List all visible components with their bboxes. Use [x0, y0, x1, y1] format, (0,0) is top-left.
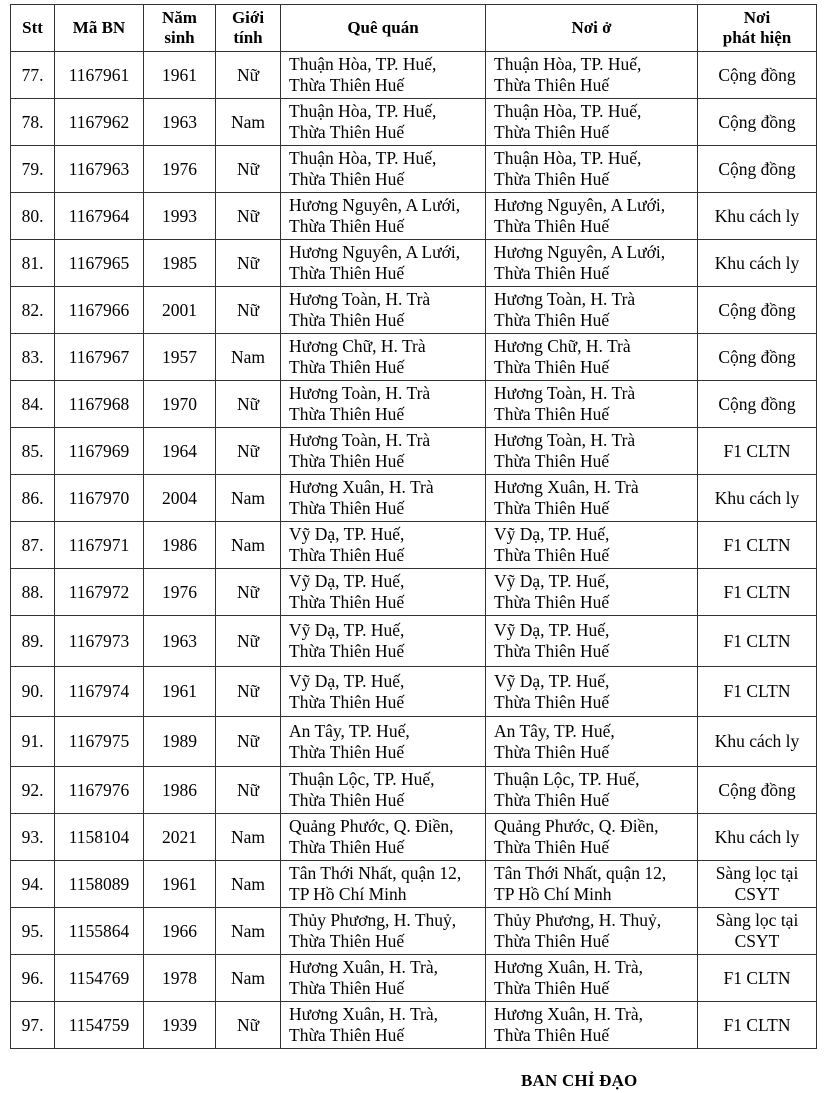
cell-nam-sinh: 2004 [144, 475, 216, 522]
cell-noi-o [486, 381, 698, 428]
header-stt: Stt [11, 5, 55, 52]
table-row [11, 814, 817, 861]
cell-noi-phat-hien [698, 522, 817, 569]
cell-stt: 92. [11, 767, 55, 814]
cell-que-quan [281, 287, 486, 334]
cell-stt: 94. [11, 861, 55, 908]
cell-noi-o [486, 287, 698, 334]
cell-que-quan [281, 146, 486, 193]
cell-noi-phat-hien-line: Cộng đồng [718, 393, 796, 414]
cell-noi-phat-hien-line: F1 CLTN [723, 440, 791, 461]
cell-que-quan [281, 717, 486, 767]
cell-noi-phat-hien [698, 475, 817, 522]
header-ma-bn: Mã BN [55, 5, 144, 52]
cell-noi-o [486, 52, 698, 99]
cell-noi-phat-hien [698, 861, 817, 908]
cell-noi-phat-hien-line: Cộng đồng [718, 299, 796, 320]
cell-que-quan-line: Thừa Thiên Huế [289, 545, 405, 565]
cell-noi-phat-hien-line: Sàng lọc tại [715, 863, 799, 883]
cell-noi-o-line: Thuận Hòa, TP. Huế, [494, 54, 642, 74]
cell-que-quan-line: Thuận Hòa, TP. Huế, [289, 54, 437, 74]
cell-nam-sinh: 1976 [144, 146, 216, 193]
cell-gioi-tinh: Nữ [216, 616, 281, 667]
table-row [11, 381, 817, 428]
cell-gioi-tinh: Nữ [216, 52, 281, 99]
cell-que-quan-line: Thừa Thiên Huế [289, 837, 405, 857]
cell-noi-o [486, 475, 698, 522]
cell-que-quan-line: Vỹ Dạ, TP. Huế, [289, 571, 405, 591]
cell-noi-phat-hien [698, 240, 817, 287]
table-row [11, 717, 817, 767]
cell-noi-o [486, 569, 698, 616]
cell-que-quan-line: TP Hồ Chí Minh [289, 884, 407, 904]
cell-que-quan-line: Thuận Lộc, TP. Huế, [289, 769, 435, 789]
header-row [11, 5, 817, 52]
cell-ma-bn: 1154759 [55, 1002, 144, 1049]
cell-ma-bn: 1167968 [55, 381, 144, 428]
cell-gioi-tinh: Nam [216, 861, 281, 908]
cell-gioi-tinh: Nam [216, 908, 281, 955]
cell-noi-phat-hien-line: F1 CLTN [723, 630, 791, 651]
table-row [11, 428, 817, 475]
cell-nam-sinh: 1985 [144, 240, 216, 287]
cell-noi-o-line: Thừa Thiên Huế [494, 545, 610, 565]
cell-noi-o-line: Thuận Hòa, TP. Huế, [494, 101, 642, 121]
cell-que-quan [281, 814, 486, 861]
cell-noi-o [486, 767, 698, 814]
cell-gioi-tinh: Nam [216, 475, 281, 522]
cell-ma-bn: 1167969 [55, 428, 144, 475]
cell-que-quan-line: Hương Xuân, H. Trà, [289, 1004, 439, 1024]
cell-ma-bn: 1167964 [55, 193, 144, 240]
cell-ma-bn: 1167970 [55, 475, 144, 522]
cell-que-quan-line: Thừa Thiên Huế [289, 75, 405, 95]
cell-noi-o-line: Quảng Phước, Q. Điền, [494, 816, 659, 836]
cell-que-quan [281, 334, 486, 381]
cell-que-quan-line: Quảng Phước, Q. Điền, [289, 816, 454, 836]
cell-noi-phat-hien-line: Cộng đồng [718, 779, 796, 800]
cell-nam-sinh: 1964 [144, 428, 216, 475]
cell-noi-o-line: Vỹ Dạ, TP. Huế, [494, 670, 610, 691]
table-row [11, 522, 817, 569]
cell-stt: 82. [11, 287, 55, 334]
cell-stt: 91. [11, 717, 55, 767]
cell-nam-sinh: 1993 [144, 193, 216, 240]
cell-gioi-tinh: Nam [216, 99, 281, 146]
table-row [11, 767, 817, 814]
cell-que-quan-line: Thừa Thiên Huế [289, 122, 405, 142]
cell-stt: 78. [11, 99, 55, 146]
cell-noi-o [486, 428, 698, 475]
header-noi-phat-hien-line: phát hiện [722, 28, 792, 47]
cell-noi-phat-hien-line: Khu cách ly [714, 252, 800, 273]
header-gioi-tinh-line: tính [233, 28, 263, 47]
cell-noi-o-line: Hương Nguyên, A Lưới, [494, 242, 666, 262]
cell-stt: 88. [11, 569, 55, 616]
table-row [11, 908, 817, 955]
cell-noi-o [486, 908, 698, 955]
cell-noi-phat-hien-line: F1 CLTN [723, 681, 791, 701]
cell-noi-o-line: Thừa Thiên Huế [494, 263, 610, 283]
cell-noi-phat-hien-line: CSYT [734, 931, 780, 951]
table-row [11, 334, 817, 381]
cell-que-quan [281, 193, 486, 240]
cell-que-quan [281, 1002, 486, 1049]
cell-noi-phat-hien [698, 569, 817, 616]
cell-ma-bn: 1167963 [55, 146, 144, 193]
cell-noi-phat-hien-line: Khu cách ly [714, 205, 800, 226]
header-gioi-tinh [216, 5, 281, 52]
cell-que-quan [281, 908, 486, 955]
cell-nam-sinh: 1963 [144, 616, 216, 667]
cell-noi-o-line: Thừa Thiên Huế [494, 404, 610, 424]
cell-noi-phat-hien-line: Cộng đồng [718, 64, 796, 85]
cell-noi-phat-hien-line: Cộng đồng [718, 346, 796, 367]
cell-noi-o [486, 240, 698, 287]
cell-noi-phat-hien [698, 334, 817, 381]
cell-gioi-tinh: Nam [216, 522, 281, 569]
table-row [11, 52, 817, 99]
cell-noi-o-line: Thừa Thiên Huế [494, 357, 610, 377]
cell-noi-o-line: Thuận Hòa, TP. Huế, [494, 148, 642, 168]
cell-gioi-tinh: Nam [216, 955, 281, 1002]
table-row [11, 861, 817, 908]
cell-nam-sinh: 1961 [144, 667, 216, 717]
cell-noi-o-line: Thừa Thiên Huế [494, 169, 610, 189]
cell-nam-sinh: 1957 [144, 334, 216, 381]
cell-que-quan-line: Hương Toàn, H. Trà [289, 383, 431, 403]
cell-que-quan-line: Hương Nguyên, A Lưới, [289, 242, 461, 262]
cell-que-quan-line: Vỹ Dạ, TP. Huế, [289, 670, 405, 691]
cell-gioi-tinh: Nữ [216, 767, 281, 814]
cell-noi-o [486, 522, 698, 569]
cell-stt: 87. [11, 522, 55, 569]
cell-nam-sinh: 1963 [144, 99, 216, 146]
cell-que-quan-line: Hương Toàn, H. Trà [289, 289, 431, 309]
cell-gioi-tinh: Nữ [216, 146, 281, 193]
cell-ma-bn: 1167961 [55, 52, 144, 99]
table-row [11, 287, 817, 334]
cell-noi-phat-hien-line: Sàng lọc tại [715, 910, 799, 930]
cell-que-quan-line: Thừa Thiên Huế [289, 931, 405, 951]
table-row [11, 1002, 817, 1049]
cell-que-quan [281, 99, 486, 146]
cell-noi-o-line: Thừa Thiên Huế [494, 931, 610, 951]
cell-noi-phat-hien [698, 381, 817, 428]
cell-noi-phat-hien-line: CSYT [734, 884, 780, 904]
cell-noi-o-line: Thừa Thiên Huế [494, 451, 610, 471]
cell-nam-sinh: 1961 [144, 861, 216, 908]
cell-noi-phat-hien [698, 616, 817, 667]
cell-noi-phat-hien [698, 814, 817, 861]
cell-noi-o-line: Hương Xuân, H. Trà [494, 477, 639, 497]
cell-que-quan-line: Vỹ Dạ, TP. Huế, [289, 524, 405, 544]
cell-stt: 89. [11, 616, 55, 667]
cell-ma-bn: 1155864 [55, 908, 144, 955]
cell-stt: 77. [11, 52, 55, 99]
cell-noi-phat-hien [698, 287, 817, 334]
table-row [11, 475, 817, 522]
cell-nam-sinh: 1961 [144, 52, 216, 99]
cell-que-quan-line: Thừa Thiên Huế [289, 1025, 405, 1045]
cell-noi-o-line: Thừa Thiên Huế [494, 691, 610, 712]
cell-que-quan-line: An Tây, TP. Huế, [289, 720, 410, 741]
cell-noi-o-line: Thủy Phương, H. Thuỷ, [494, 910, 662, 930]
cell-noi-o-line: Thừa Thiên Huế [494, 75, 610, 95]
cell-que-quan-line: Thừa Thiên Huế [289, 451, 405, 471]
cell-stt: 85. [11, 428, 55, 475]
cell-stt: 83. [11, 334, 55, 381]
cell-que-quan-line: Thừa Thiên Huế [289, 404, 405, 424]
header-que-quan: Quê quán [281, 5, 486, 52]
cell-que-quan [281, 475, 486, 522]
header-nam-sinh-line: Năm [162, 8, 197, 27]
table-row [11, 193, 817, 240]
cell-que-quan-line: Thừa Thiên Huế [289, 216, 405, 236]
cell-ma-bn: 1158104 [55, 814, 144, 861]
cell-stt: 95. [11, 908, 55, 955]
cell-ma-bn: 1167976 [55, 767, 144, 814]
cell-noi-o-line: Vỹ Dạ, TP. Huế, [494, 571, 610, 591]
cell-ma-bn: 1167971 [55, 522, 144, 569]
table-row [11, 146, 817, 193]
cell-que-quan-line: Thừa Thiên Huế [289, 592, 405, 612]
cell-que-quan-line: Thừa Thiên Huế [289, 641, 405, 661]
cell-nam-sinh: 2001 [144, 287, 216, 334]
cell-que-quan-line: Thuận Hòa, TP. Huế, [289, 148, 437, 168]
cell-noi-phat-hien [698, 667, 817, 717]
cell-stt: 96. [11, 955, 55, 1002]
table-body [11, 52, 817, 1049]
cell-que-quan-line: Thừa Thiên Huế [289, 691, 405, 712]
cell-noi-o-line: Thừa Thiên Huế [494, 1025, 610, 1045]
cell-que-quan-line: Thủy Phương, H. Thuỷ, [289, 910, 457, 930]
cell-noi-phat-hien-line: Cộng đồng [718, 111, 796, 132]
cell-stt: 97. [11, 1002, 55, 1049]
cell-gioi-tinh: Nữ [216, 1002, 281, 1049]
cell-stt: 86. [11, 475, 55, 522]
header-nam-sinh [144, 5, 216, 52]
cell-noi-o [486, 717, 698, 767]
cell-que-quan [281, 522, 486, 569]
cell-stt: 84. [11, 381, 55, 428]
cell-noi-o-line: Hương Chữ, H. Trà [494, 336, 631, 356]
cell-que-quan-line: Thừa Thiên Huế [289, 498, 405, 518]
cell-stt: 80. [11, 193, 55, 240]
cell-stt: 79. [11, 146, 55, 193]
header-gioi-tinh-line: Giới [231, 8, 265, 27]
cell-nam-sinh: 1978 [144, 955, 216, 1002]
cell-noi-o [486, 616, 698, 667]
cell-nam-sinh: 1986 [144, 767, 216, 814]
cell-gioi-tinh: Nữ [216, 287, 281, 334]
cell-gioi-tinh: Nữ [216, 569, 281, 616]
cell-que-quan-line: Thừa Thiên Huế [289, 978, 405, 998]
cell-que-quan [281, 428, 486, 475]
cell-noi-o-line: Tân Thới Nhất, quận 12, [494, 863, 667, 883]
header-nam-sinh-line: sinh [164, 28, 195, 47]
cell-que-quan-line: Thừa Thiên Huế [289, 790, 405, 810]
cell-noi-o [486, 99, 698, 146]
cell-stt: 81. [11, 240, 55, 287]
cell-ma-bn: 1167962 [55, 99, 144, 146]
cell-noi-o-line: Thừa Thiên Huế [494, 837, 610, 857]
cell-que-quan [281, 767, 486, 814]
cell-noi-o-line: Thuận Lộc, TP. Huế, [494, 769, 640, 789]
cell-ma-bn: 1167975 [55, 717, 144, 767]
cell-noi-o-line: Hương Toàn, H. Trà [494, 289, 636, 309]
cell-noi-phat-hien-line: Cộng đồng [718, 158, 796, 179]
cell-stt: 93. [11, 814, 55, 861]
cell-noi-o-line: Hương Toàn, H. Trà [494, 430, 636, 450]
cell-noi-o-line: TP Hồ Chí Minh [494, 884, 612, 904]
header-noi-phat-hien-line: Nơi [743, 8, 771, 27]
cell-que-quan-line: Hương Xuân, H. Trà, [289, 957, 439, 977]
cell-que-quan-line: Thuận Hòa, TP. Huế, [289, 101, 437, 121]
cell-stt: 90. [11, 667, 55, 717]
cell-noi-o [486, 1002, 698, 1049]
cell-noi-o-line: Vỹ Dạ, TP. Huế, [494, 524, 610, 544]
cell-noi-phat-hien [698, 1002, 817, 1049]
cell-gioi-tinh: Nam [216, 814, 281, 861]
cell-gioi-tinh: Nữ [216, 667, 281, 717]
cell-noi-phat-hien [698, 99, 817, 146]
cell-ma-bn: 1167973 [55, 616, 144, 667]
cell-nam-sinh: 1939 [144, 1002, 216, 1049]
cell-nam-sinh: 1976 [144, 569, 216, 616]
cell-noi-o [486, 955, 698, 1002]
cell-que-quan [281, 381, 486, 428]
cell-noi-phat-hien [698, 146, 817, 193]
cell-noi-o-line: Thừa Thiên Huế [494, 592, 610, 612]
cell-que-quan [281, 616, 486, 667]
cell-que-quan-line: Tân Thới Nhất, quận 12, [289, 863, 462, 883]
cell-gioi-tinh: Nam [216, 334, 281, 381]
cell-noi-phat-hien [698, 767, 817, 814]
header-noi-o: Nơi ở [486, 5, 698, 52]
cell-que-quan-line: Hương Nguyên, A Lưới, [289, 195, 461, 215]
cell-ma-bn: 1167967 [55, 334, 144, 381]
cell-noi-o [486, 146, 698, 193]
cell-noi-phat-hien-line: Khu cách ly [714, 826, 800, 847]
cell-que-quan-line: Vỹ Dạ, TP. Huế, [289, 620, 405, 640]
cell-noi-o-line: Hương Nguyên, A Lưới, [494, 195, 666, 215]
cell-gioi-tinh: Nữ [216, 193, 281, 240]
cell-noi-phat-hien-line: F1 CLTN [723, 581, 791, 602]
cell-noi-o-line: Thừa Thiên Huế [494, 790, 610, 810]
table-row [11, 955, 817, 1002]
cell-gioi-tinh: Nữ [216, 381, 281, 428]
cell-que-quan-line: Thừa Thiên Huế [289, 741, 405, 762]
cell-que-quan-line: Thừa Thiên Huế [289, 263, 405, 283]
cell-ma-bn: 1154769 [55, 955, 144, 1002]
cell-ma-bn: 1167972 [55, 569, 144, 616]
cell-noi-o-line: Thừa Thiên Huế [494, 498, 610, 518]
cell-noi-phat-hien-line: Khu cách ly [714, 731, 800, 751]
cell-nam-sinh: 2021 [144, 814, 216, 861]
cell-noi-phat-hien-line: F1 CLTN [723, 534, 791, 555]
cell-noi-o-line: Hương Xuân, H. Trà, [494, 957, 644, 977]
cell-noi-phat-hien [698, 717, 817, 767]
cell-que-quan [281, 52, 486, 99]
cell-noi-phat-hien [698, 193, 817, 240]
cell-noi-o [486, 861, 698, 908]
cell-que-quan-line: Thừa Thiên Huế [289, 357, 405, 377]
cell-noi-o [486, 334, 698, 381]
cell-gioi-tinh: Nữ [216, 240, 281, 287]
cell-gioi-tinh: Nữ [216, 717, 281, 767]
cell-nam-sinh: 1970 [144, 381, 216, 428]
cell-nam-sinh: 1966 [144, 908, 216, 955]
cell-que-quan [281, 861, 486, 908]
cell-noi-o-line: Thừa Thiên Huế [494, 122, 610, 142]
cell-que-quan [281, 667, 486, 717]
cell-que-quan-line: Thừa Thiên Huế [289, 310, 405, 330]
table-row [11, 616, 817, 667]
cell-que-quan [281, 569, 486, 616]
cell-noi-phat-hien [698, 428, 817, 475]
cell-ma-bn: 1167966 [55, 287, 144, 334]
cell-noi-o-line: Thừa Thiên Huế [494, 741, 610, 762]
cell-noi-o-line: Vỹ Dạ, TP. Huế, [494, 620, 610, 640]
cell-noi-o-line: Thừa Thiên Huế [494, 978, 610, 998]
cell-noi-phat-hien-line: F1 CLTN [723, 967, 791, 988]
cell-que-quan [281, 955, 486, 1002]
cell-noi-phat-hien-line: F1 CLTN [723, 1014, 791, 1035]
cell-noi-o-line: Thừa Thiên Huế [494, 310, 610, 330]
cell-ma-bn: 1167974 [55, 667, 144, 717]
table-row [11, 99, 817, 146]
cell-que-quan-line: Thừa Thiên Huế [289, 169, 405, 189]
cell-que-quan [281, 240, 486, 287]
cell-ma-bn: 1167965 [55, 240, 144, 287]
cell-noi-phat-hien-line: Khu cách ly [714, 487, 800, 508]
patient-table [10, 4, 817, 1049]
cell-ma-bn: 1158089 [55, 861, 144, 908]
cell-noi-phat-hien [698, 52, 817, 99]
cell-noi-o [486, 667, 698, 717]
table-row [11, 569, 817, 616]
cell-nam-sinh: 1986 [144, 522, 216, 569]
cell-noi-o [486, 193, 698, 240]
table-row [11, 240, 817, 287]
header-noi-phat-hien [698, 5, 817, 52]
table-row [11, 667, 817, 717]
cell-que-quan-line: Hương Toàn, H. Trà [289, 430, 431, 450]
cell-noi-o-line: Hương Toàn, H. Trà [494, 383, 636, 403]
cell-nam-sinh: 1989 [144, 717, 216, 767]
cell-noi-o-line: Thừa Thiên Huế [494, 216, 610, 236]
cell-noi-o-line: Thừa Thiên Huế [494, 641, 610, 661]
cell-noi-phat-hien [698, 908, 817, 955]
footer-signature-title: BAN CHỈ ĐẠO [521, 1071, 638, 1090]
cell-noi-o-line: Hương Xuân, H. Trà, [494, 1004, 644, 1024]
cell-que-quan-line: Hương Xuân, H. Trà [289, 477, 434, 497]
cell-que-quan-line: Hương Chữ, H. Trà [289, 336, 426, 356]
cell-noi-o-line: An Tây, TP. Huế, [494, 720, 615, 741]
cell-noi-phat-hien [698, 955, 817, 1002]
cell-noi-o [486, 814, 698, 861]
cell-gioi-tinh: Nữ [216, 428, 281, 475]
